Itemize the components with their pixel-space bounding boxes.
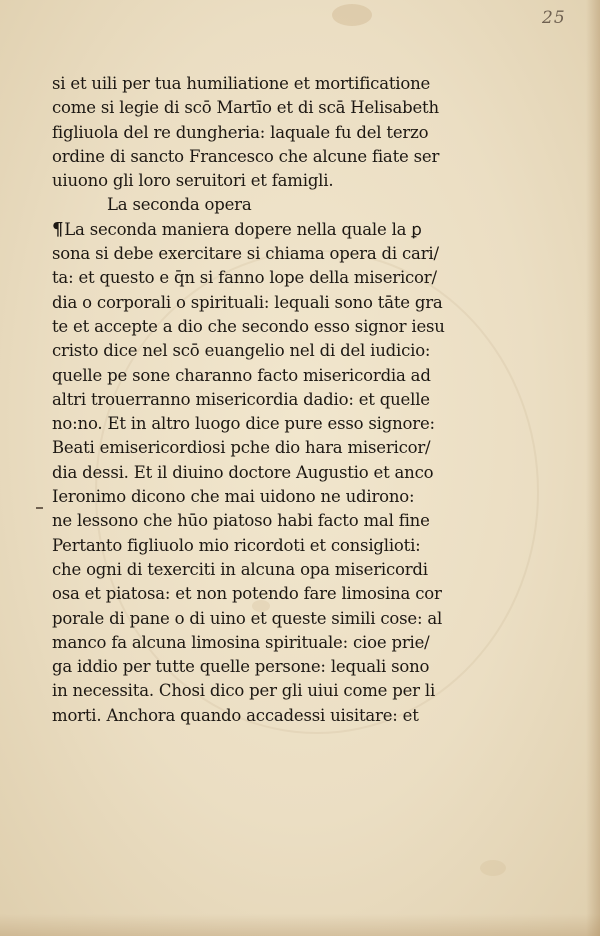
line-text: morti. Anchora quando accadessi uisitare: et (52, 705, 419, 725)
line-text: Beati emisericordiosi pche dio hara misericor/ (52, 438, 431, 458)
section-heading (52, 193, 460, 217)
text-line (52, 388, 460, 412)
text-line (52, 631, 460, 655)
line-text: ne lessono che hūo piatoso habi facto mal fine (52, 511, 430, 531)
text-line (52, 121, 460, 145)
text-line (52, 607, 460, 631)
text-line (52, 291, 460, 315)
line-text: manco fa alcuna limosina spirituale: cioe prie/ (52, 632, 430, 652)
line-text: sona si debe exercitare si chiama opera di cari/ (52, 244, 439, 264)
text-line (52, 534, 460, 558)
line-text: che ogni di texerciti in alcuna opa misericordi (52, 559, 428, 579)
pilcrow-mark: ¶ (52, 218, 64, 240)
foxing-stain (480, 860, 506, 876)
text-line (52, 72, 460, 96)
line-text: ta: et questo e q̄n si fanno lope della misericor/ (52, 268, 437, 288)
line-text: no:no. Et in altro luogo dice pure esso signore: (52, 414, 435, 434)
text-line (52, 364, 460, 388)
line-text: quelle pe sone charanno facto misericordia ad (52, 365, 431, 385)
line-text: Ieronimo dicono che mai uidono ne udirono: (52, 487, 415, 507)
line-text: dia o corporali o spirituali: lequali sono tāte gra (52, 292, 443, 312)
margin-mark (36, 507, 43, 509)
text-line (52, 339, 460, 363)
text-line (52, 509, 460, 533)
page-bottom-shadow (0, 914, 600, 936)
text-line (52, 169, 460, 193)
line-text: ga iddio per tutte quelle persone: lequali sono (52, 657, 430, 677)
folio-number: 25 (542, 8, 566, 28)
text-line (52, 679, 460, 703)
text-line (52, 655, 460, 679)
line-text: figliuola del re dungheria: laquale fu del terzo (52, 122, 429, 142)
line-text: altri trouerranno misericordia dadio: et quelle (52, 389, 430, 409)
text-line (52, 145, 460, 169)
text-line (52, 96, 460, 120)
text-line (52, 412, 460, 436)
line-text: te et accepte a dio che secondo esso signor iesu (52, 316, 445, 336)
text-line (52, 242, 460, 266)
line-text: porale di pane o di uino et queste simili cose: al (52, 608, 443, 628)
line-text: uiuono gli loro seruitori et famigli. (52, 171, 334, 191)
line-text: cristo dice nel scō euangelio nel di del iudicio: (52, 341, 431, 361)
text-line (52, 315, 460, 339)
line-text: ordine di sancto Francesco che alcune fiate ser (52, 146, 440, 166)
text-block (52, 72, 460, 728)
text-line (52, 266, 460, 290)
foxing-stain (332, 4, 372, 26)
text-line (52, 582, 460, 606)
text-line (52, 218, 460, 242)
text-line (52, 436, 460, 460)
page-edge-shadow (586, 0, 600, 936)
text-line (52, 704, 460, 728)
line-text: osa et piatosa: et non potendo fare limosina cor (52, 584, 442, 604)
line-text: Pertanto figliuolo mio ricordoti et consiglioti: (52, 535, 421, 555)
line-text: si et uili per tua humiliatione et mortificatione (52, 74, 431, 93)
line-text: La seconda opera (107, 195, 252, 215)
text-line (52, 558, 460, 582)
text-line (52, 485, 460, 509)
line-text: in necessita. Chosi dico per gli uiui come per li (52, 681, 436, 701)
text-line (52, 461, 460, 485)
line-text: dia dessi. Et il diuino doctore Augustio et anco (52, 462, 434, 482)
line-text: come si legie di scō Martīo et di scā Helisabeth (52, 98, 439, 118)
line-text: La seconda maniera dopere nella quale la ꝑ (64, 219, 422, 239)
